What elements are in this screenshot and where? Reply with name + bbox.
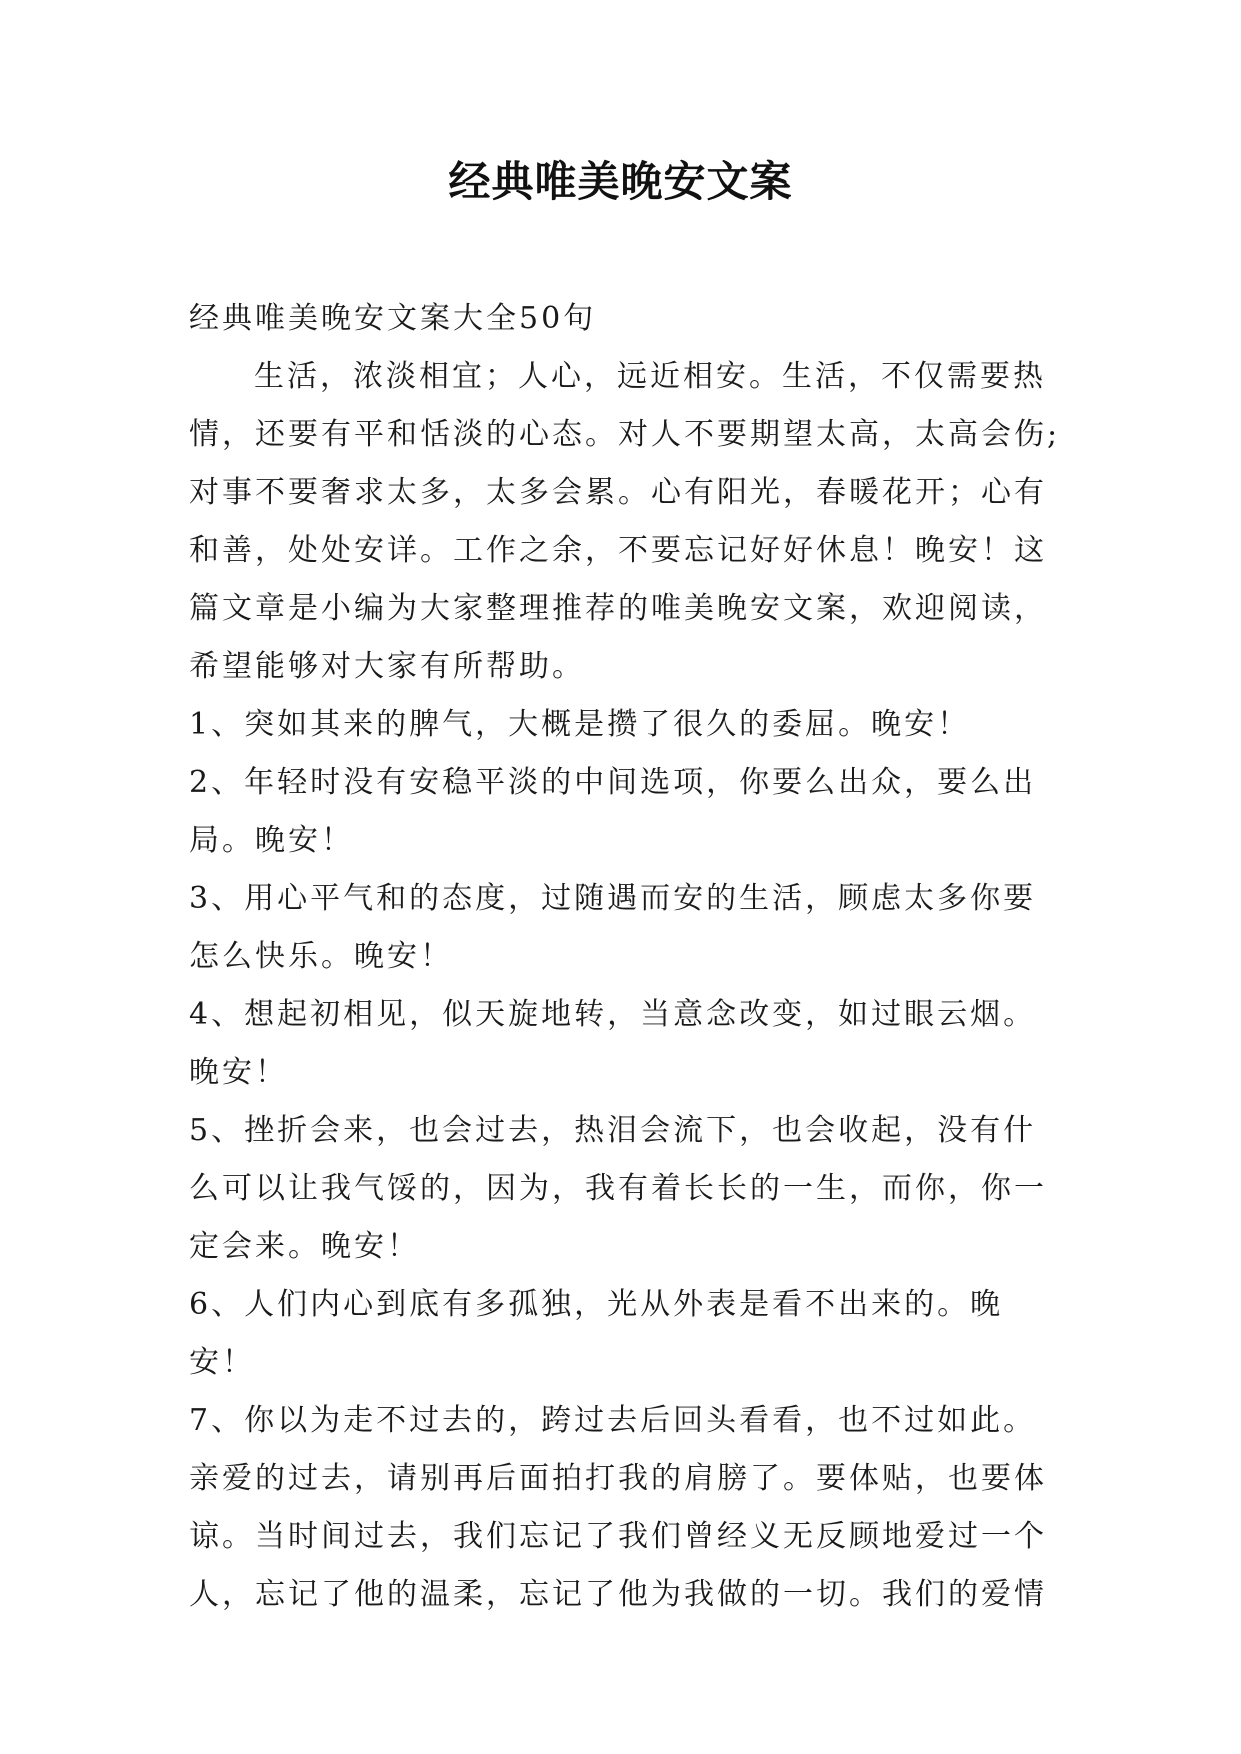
list-item: 2、年轻时没有安稳平淡的中间选项，你要么出众，要么出局。晚安！: [189, 765, 1037, 858]
list-item: 4、想起初相见，似天旋地转，当意念改变，如过眼云烟。晚安！: [189, 997, 1037, 1090]
list-item: 6、人们内心到底有多孤独，光从外表是看不出来的。晚安！: [189, 1287, 1004, 1380]
list-item: 5、挫折会来，也会过去，热泪会流下，也会收起，没有什么可以让我气馁的，因为，我有着长长的一生，而你，你一定会来。晚安！: [189, 1113, 1047, 1264]
document-subtitle: 经典唯美晚安文案大全50句: [189, 301, 597, 336]
page-title: 经典唯美晚安文案: [448, 157, 793, 206]
list-item: 1、突如其来的脾气，大概是攒了很久的委屈。晚安！: [189, 707, 971, 742]
list-item: 3、用心平气和的态度，过随遇而安的生活，顾虑太多你要怎么快乐。晚安！: [189, 881, 1037, 974]
list-item: 7、你以为走不过去的，跨过去后回头看看，也不过如此。亲爱的过去，请别再后面拍打我的肩膀了。要体贴，也要体谅。当时间过去，我们忘记了我们曾经义无反顾地爱过一个人，忘记了他的温柔，忘记了他为我做的一切。我们的爱情: [189, 1403, 1047, 1612]
intro-paragraph: 生活，浓淡相宜；人心，远近相安。生活，不仅需要热情，还要有平和恬淡的心态。对人不要期望太高，太高会伤;对事不要奢求太多，太多会累。心有阳光，春暖花开；心有和善，处处安详。工作之余，不要忘记好好休息！晚安！这篇文章是小编为大家整理推荐的唯美晚安文案，欢迎阅读，希望能够对大家有所帮助。: [189, 359, 1061, 684]
document-body: [189, 290, 1069, 1624]
